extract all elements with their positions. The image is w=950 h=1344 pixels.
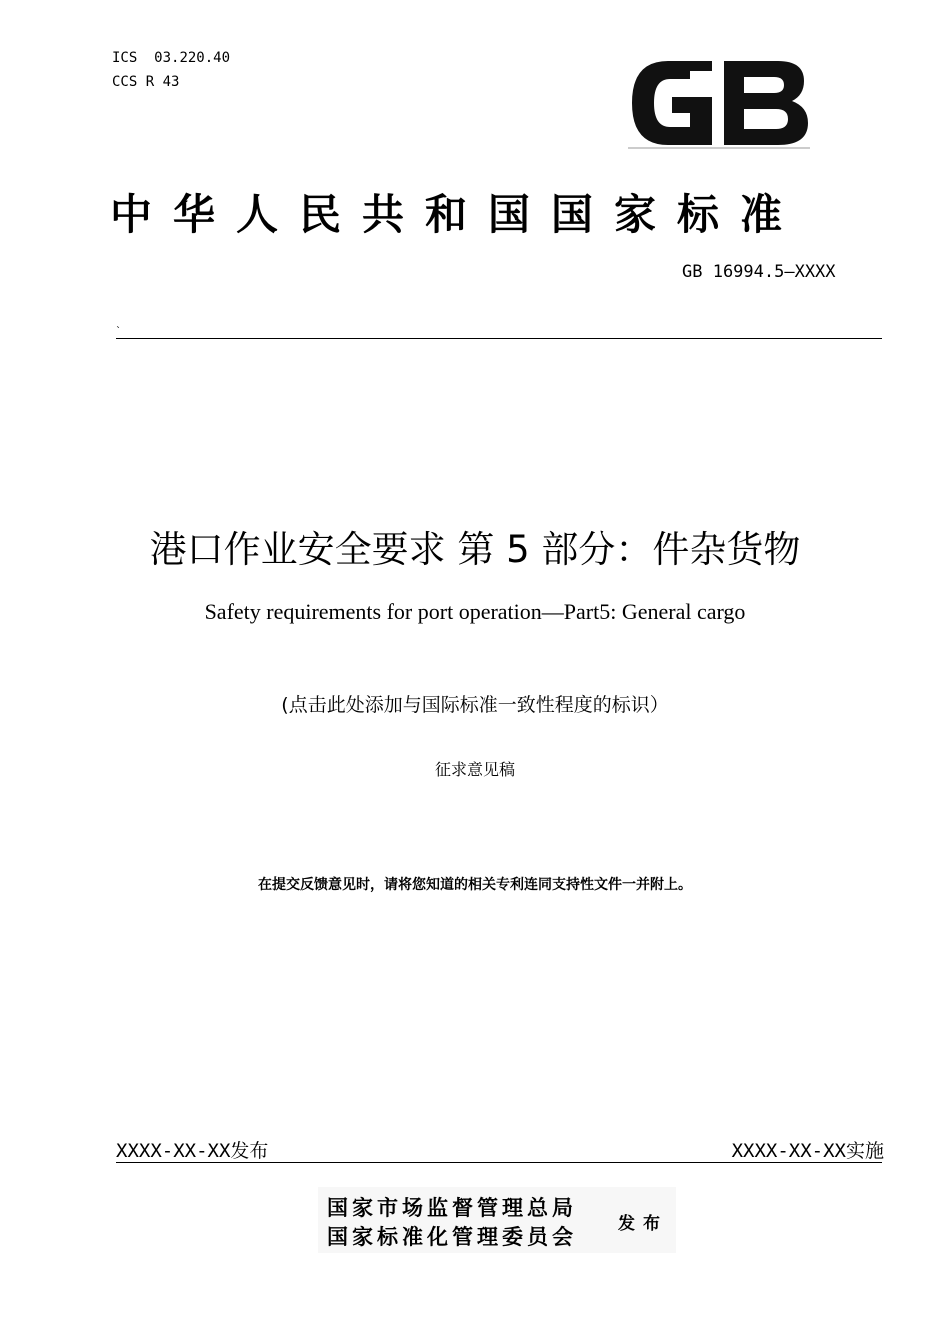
patent-notice: 在提交反馈意见时，请将您知道的相关专利连同支持性文件一并附上。 [258, 877, 692, 893]
implement-date-line [732, 1136, 884, 1163]
ccs-line [112, 70, 230, 94]
issuing-authorities [318, 1187, 676, 1253]
ccs-code: R 43 [145, 74, 180, 90]
standard-number: GB 16994.5—XXXX [682, 262, 836, 282]
issuer-sac: 国家标准化管理委员会 [327, 1224, 577, 1249]
title-chinese: 港口作业安全要求 第 5 部分：件杂货物 [149, 528, 801, 571]
tick-mark: ` [116, 326, 121, 337]
title-english: Safety requirements for port operation—Part5: General cargo [204, 599, 746, 624]
footer-rule [116, 1162, 882, 1163]
gb-logo-icon [628, 57, 810, 149]
header-rule [116, 338, 882, 339]
release-date: XXXX-XX-XX [116, 1140, 231, 1162]
issue-word: 发布 [618, 1214, 668, 1234]
ics-line [112, 46, 230, 70]
ccs-label: CCS [112, 74, 138, 90]
release-label: 发布 [230, 1140, 269, 1162]
national-standard-heading: 中华人民共和国国家标准 [110, 190, 804, 239]
issuer-samr: 国家市场监督管理总局 [327, 1195, 577, 1220]
classification-codes [112, 46, 230, 94]
ics-label: ICS [112, 50, 138, 66]
conformity-placeholder[interactable]: (点击此处添加与国际标准一致性程度的标识） [281, 694, 669, 716]
ics-code: 03.220.40 [154, 50, 231, 66]
implement-label: 实施 [845, 1140, 884, 1162]
draft-status: 征求意见稿 [434, 760, 515, 779]
release-date-line [116, 1136, 268, 1163]
implement-date: XXXX-XX-XX [731, 1140, 846, 1162]
